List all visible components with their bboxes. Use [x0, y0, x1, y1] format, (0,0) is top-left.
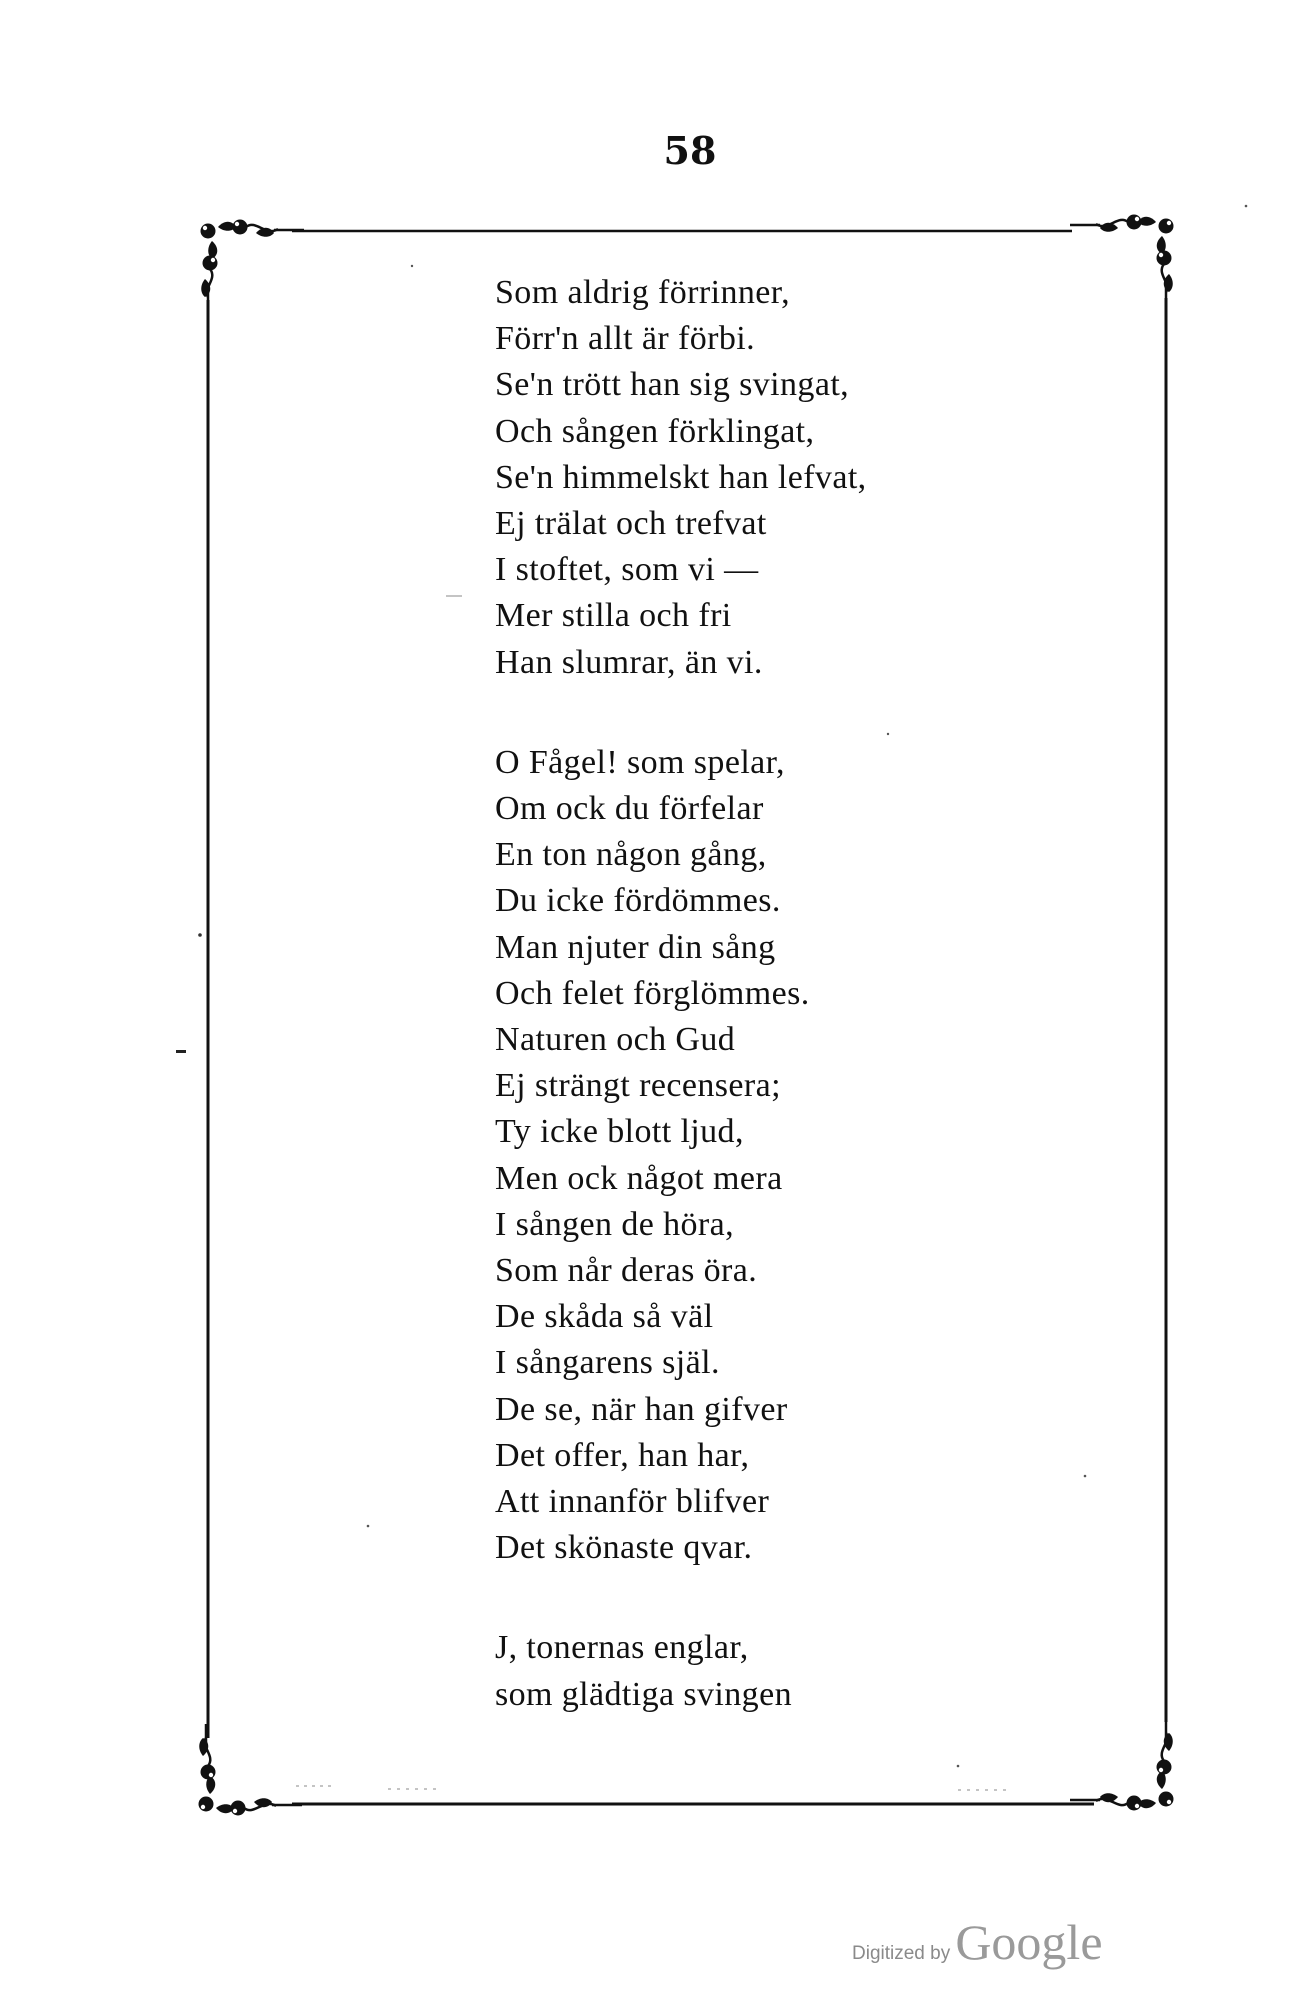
- poem-line: Och sången förklingat,: [495, 412, 815, 450]
- page-number: 58: [663, 128, 717, 173]
- poem: [495, 270, 1055, 1772]
- poem-line: O Fågel! som spelar,: [495, 743, 785, 781]
- poem-line: som glädtiga svingen: [495, 1675, 792, 1713]
- poem-line: Man njuter din sång: [495, 928, 776, 966]
- poem-line: J, tonernas englar,: [495, 1629, 749, 1667]
- poem-line: Ej strängt recensera;: [495, 1067, 781, 1105]
- poem-line: Det skönaste qvar.: [495, 1529, 753, 1567]
- poem-line: Du icke fördömmes.: [495, 882, 781, 920]
- poem-line: Se'n himmelskt han lefvat,: [495, 458, 867, 496]
- poem-line: Om ock du förfelar: [495, 790, 764, 828]
- poem-line: Ty icke blott ljud,: [495, 1113, 744, 1151]
- poem-line: Förr'n allt är förbi.: [495, 320, 756, 358]
- poem-line: Som når deras öra.: [495, 1252, 758, 1290]
- corner-top-right-icon: [1070, 215, 1174, 307]
- digitized-watermark: [852, 1913, 1103, 1971]
- poem-line: I sångarens själ.: [495, 1344, 720, 1382]
- poem-line: I stoftet, som vi —: [495, 551, 759, 589]
- poem-line: Men ock något mera: [495, 1159, 783, 1197]
- corner-bottom-left-icon: [199, 1724, 303, 1816]
- poem-line: Som aldrig förrinner,: [495, 274, 791, 311]
- poem-line: Det offer, han har,: [495, 1436, 750, 1474]
- poem-line: En ton någon gång,: [495, 836, 767, 874]
- stanza-2: [495, 740, 1055, 1572]
- poem-line: Att innanför blifver: [495, 1483, 770, 1521]
- watermark-brand: Google: [955, 1914, 1103, 1970]
- stanza-1: [495, 270, 1055, 686]
- poem-line: I sången de höra,: [495, 1205, 735, 1243]
- poem-line: Mer stilla och fri: [495, 597, 732, 635]
- poem-line: De skåda så väl: [495, 1298, 714, 1336]
- corner-top-left-icon: [201, 220, 305, 312]
- watermark-prefix: Digitized by: [852, 1943, 951, 1964]
- poem-line: Naturen och Gud: [495, 1021, 736, 1059]
- poem-line: De se, när han gifver: [495, 1390, 788, 1428]
- poem-line: Han slumrar, än vi.: [495, 643, 763, 681]
- poem-line: Och felet förglömmes.: [495, 974, 810, 1012]
- corner-bottom-right-icon: [1070, 1719, 1174, 1811]
- poem-line: Se'n trött han sig svingat,: [495, 366, 850, 404]
- stanza-3: [495, 1625, 1055, 1717]
- poem-line: Ej trälat och trefvat: [495, 505, 767, 543]
